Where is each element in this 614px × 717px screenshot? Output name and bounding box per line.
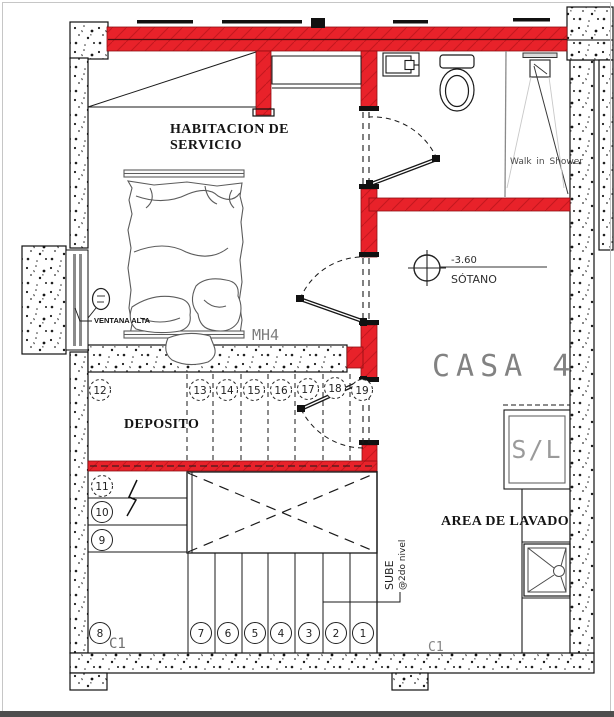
svg-text:15: 15 <box>247 385 261 397</box>
stair-step-4 <box>271 623 292 644</box>
house-label: CASA 4 <box>432 349 577 384</box>
wall-bottom-mid-stub <box>392 673 428 690</box>
wall-bottom-left-stub <box>70 673 107 690</box>
stair-step-18 <box>325 378 346 399</box>
red-wall-seg-a <box>361 51 377 109</box>
svg-text:18: 18 <box>328 383 342 395</box>
stair-step-9 <box>92 530 113 551</box>
wall-left-upper <box>70 58 88 248</box>
red-closet-stub <box>256 51 271 115</box>
laundry-sink <box>524 544 570 596</box>
svg-text:16: 16 <box>274 385 288 397</box>
stair-step-7 <box>191 623 212 644</box>
stair-step-10 <box>92 502 113 523</box>
high-window <box>66 250 88 350</box>
stair-step-8 <box>90 623 111 644</box>
hall-door-leaf <box>296 295 367 326</box>
bedroom-closet <box>88 52 256 107</box>
stair-step-16 <box>271 380 292 401</box>
stair-step-3 <box>299 623 320 644</box>
stair-step-5 <box>245 623 266 644</box>
toilet <box>440 55 474 111</box>
walk-in-shower-label: Walk in Shower <box>510 157 583 167</box>
svg-text:9: 9 <box>98 535 106 547</box>
wall-top-right-block <box>567 7 613 60</box>
stair-step-11 <box>92 476 113 497</box>
stair-void-box <box>187 472 377 553</box>
bathroom-sink <box>383 53 419 76</box>
column-label-left: C1 <box>109 636 126 652</box>
page-bottom-edge <box>0 711 614 717</box>
stair-step-17 <box>298 379 319 400</box>
sube-label: SUBE <box>383 560 396 590</box>
wall-top-left-block <box>70 22 108 59</box>
svg-text:4: 4 <box>277 628 285 640</box>
bed <box>124 170 244 365</box>
room-label-habitacion-line2: SERVICIO <box>170 138 242 153</box>
sube-leader <box>323 592 400 602</box>
svg-text:3: 3 <box>305 628 313 640</box>
svg-text:7: 7 <box>197 628 205 640</box>
sube-detail-label: @2do nivel <box>398 539 408 590</box>
stair-step-15 <box>244 380 265 401</box>
svg-text:8: 8 <box>96 628 104 640</box>
svg-text:13: 13 <box>193 385 207 397</box>
svg-text:6: 6 <box>224 628 232 640</box>
appliance-label: S/L <box>511 435 563 464</box>
stair-step-14 <box>217 380 238 401</box>
svg-text:5: 5 <box>251 628 259 640</box>
room-label-area-de-lavado: AREA DE LAVADO <box>441 514 570 529</box>
stair-step-2 <box>326 623 347 644</box>
stair-step-13 <box>190 380 211 401</box>
wall-left-lower <box>70 352 88 653</box>
mh4-label: MH4 <box>252 326 280 344</box>
wall-bottom <box>70 653 594 673</box>
level-value: -3.60 <box>451 255 477 266</box>
room-label-deposito: DEPOSITO <box>124 417 200 432</box>
svg-text:2: 2 <box>332 628 340 640</box>
svg-text:1: 1 <box>359 628 367 640</box>
wall-mid-horizontal <box>88 345 347 372</box>
hall-closet <box>272 56 361 88</box>
ventana-alta-label: VENTANA ALTA <box>94 316 151 325</box>
column-label-right: C1 <box>428 640 444 655</box>
walk-in-shower <box>505 51 568 197</box>
svg-text:12: 12 <box>93 385 107 397</box>
stair-step-12 <box>90 380 111 401</box>
svg-text:10: 10 <box>95 507 109 519</box>
stair-step-1 <box>353 623 374 644</box>
svg-text:11: 11 <box>95 481 109 493</box>
svg-text:17: 17 <box>301 384 315 396</box>
level-name: SÓTANO <box>451 273 497 286</box>
room-label-habitacion-line1: HABITACION DE <box>170 122 289 137</box>
bathroom-door-leaf <box>366 155 440 188</box>
red-wall-bath-bottom <box>369 198 570 211</box>
red-t-arm <box>347 347 363 368</box>
beam-column-markers <box>137 18 550 28</box>
wall-window-recess <box>22 246 66 354</box>
svg-text:19: 19 <box>355 385 369 397</box>
stair-step-6 <box>218 623 239 644</box>
svg-text:14: 14 <box>220 385 234 397</box>
stair-step-19 <box>352 380 373 401</box>
